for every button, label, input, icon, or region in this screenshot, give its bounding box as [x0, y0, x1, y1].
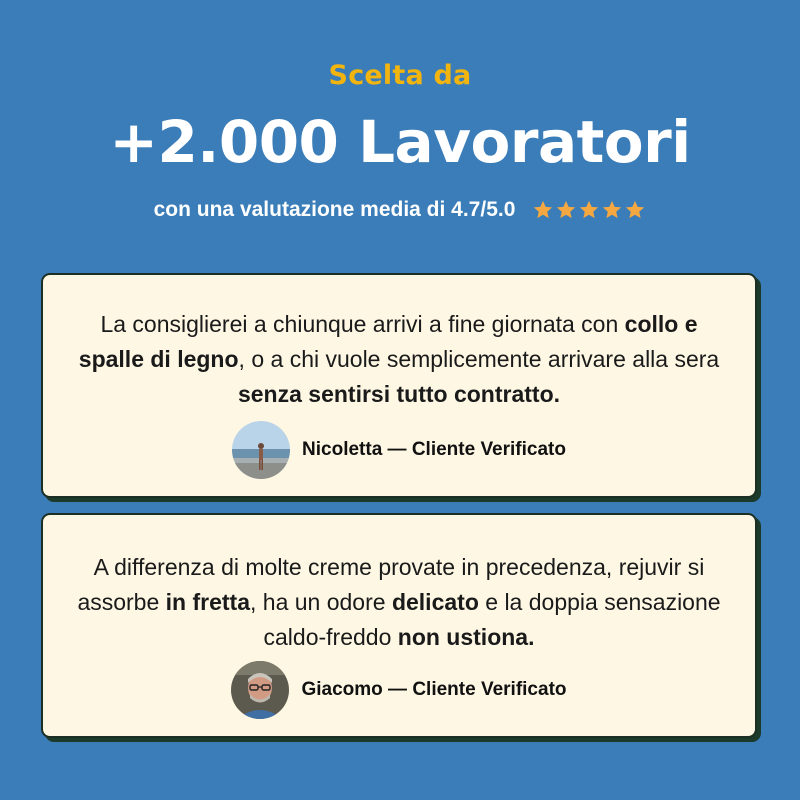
quote-highlight: collo e spalle di legno [78, 311, 698, 372]
star-icon [624, 199, 646, 221]
author-name: Giacomo — Cliente Verificato [301, 679, 567, 700]
star-icon [532, 199, 554, 221]
review-author [43, 421, 755, 479]
star-icon [578, 199, 600, 221]
review-quote: A differenza di molte creme provate in precedenza, rejuvir si assorbe in fretta, ha un odore delicato e la doppia sensazione caldo-freddo non ustiona. [77, 554, 721, 650]
review-card [41, 273, 757, 498]
author-name: Nicoletta — Cliente Verificato [302, 439, 566, 460]
star-icon [555, 199, 577, 221]
man-portrait-avatar [231, 661, 289, 719]
headline: +2.000 Lavoratori [109, 108, 691, 176]
eyebrow-text: Scelta da [328, 60, 472, 91]
review-card [41, 513, 757, 738]
quote-highlight: in fretta [165, 589, 250, 615]
quote-highlight: non ustiona. [397, 624, 535, 650]
quote-highlight: delicato [391, 589, 479, 615]
rating-text: con una valutazione media di 4.7/5.0 [153, 198, 516, 221]
rating-row [0, 198, 800, 222]
beach-photo-avatar [232, 421, 290, 479]
star-rating [531, 199, 646, 221]
review-quote: La consiglierei a chiunque arrivi a fine giornata con collo e spalle di legno, o a chi vuole semplicemente arrivare alla sera senza sentirsi tutto contratto. [78, 311, 720, 407]
star-icon [601, 199, 623, 221]
review-author [43, 661, 755, 719]
quote-highlight: senza sentirsi tutto contratto. [237, 381, 561, 407]
